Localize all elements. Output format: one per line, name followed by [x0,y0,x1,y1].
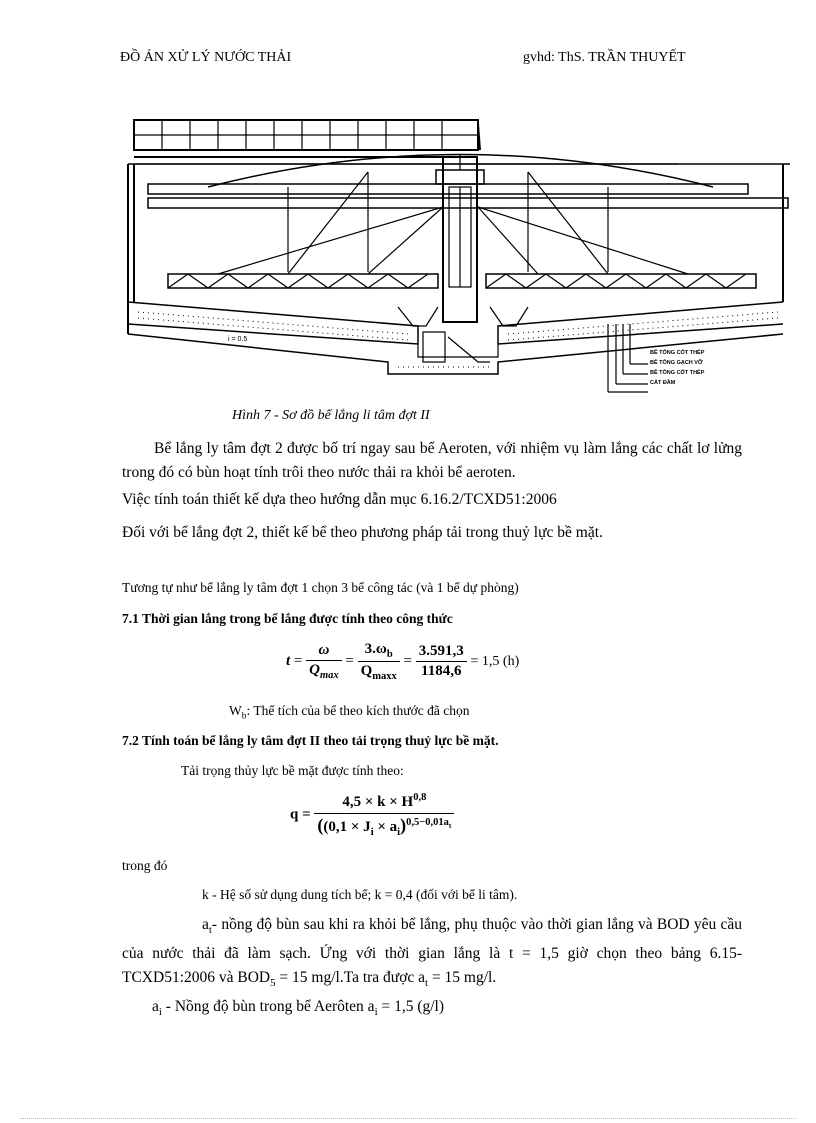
k-definition: k - Hệ số sử dụng dung tích bể; k = 0,4 (đối với bể li tâm). [202,887,518,902]
paragraph-method: Đối với bể lắng đợt 2, thiết kế bể theo phương pháp tải trong thuỷ lực bề mặt. [122,524,603,541]
volume-note: $W_b$: Thể tích của bể theo kích thước đã chọn [229,703,470,722]
paragraph-design-basis: Việc tính toán thiết kế dựa theo hướng dẫn mục 6.16.2/TCXD51:2006 [122,491,557,508]
section-7-2-intro: Tải trọng thủy lực bề mặt được tính theo: [181,763,404,778]
paragraph-purpose: Bể lắng ly tâm đợt 2 được bố trí ngay sau bể Aeroten, với nhiệm vụ làm lắng các chất lơ lửng trong đó có bùn hoạt tính trôi theo nước thải ra khỏi bể aeroten. [122,440,742,481]
figure-caption: Hình 7 - Sơ đồ bể lắng li tâm đợt II [232,408,430,423]
section-7-2-heading: 7.2 Tính toán bể lắng ly tâm đợt II theo tải trọng thuỷ lực bề mặt. [122,733,499,748]
paragraph-tank-count: Tương tự như bể lắng ly tâm đợt 1 chọn 3 bể công tác (và 1 bể dự phòng) [122,580,519,595]
ai-definition: $a_i$ - Nồng độ bùn trong bể Aerôten $a_i = 1,5$ (g/l) [152,998,445,1019]
section-7-1-heading: 7.1 Thời gian lắng trong bể lắng được tính theo công thức [122,611,453,626]
where-label: trong đó [122,858,168,873]
hydraulic-load-equation: q = $\frac{4,5 \times k \times H^{0,8}}{((0,1 \times J_i \times a_i)^{0,5-0,01a_t}}$ [290,792,454,838]
slope-label: i = 0.5 [228,336,248,343]
sedimentation-tank-diagram [118,112,705,402]
header-title: ĐỒ ÁN XỬ LÝ NƯỚC THẢI [120,50,292,65]
label-brick-concrete: BÊ TÔNG GẠCH VỠ [650,360,703,366]
settling-time-equation: t = $\frac{\omega}{Q_{max}}$ = $\frac{3.\omega_b}{Q_{maxx}}$ = $\frac{3.591,3}{1184,6}$ = 1,5 (h) [286,641,520,682]
at-definition: $a_t-$ nồng độ bùn sau khi ra khỏi bể lắng, phụ thuộc vào thời gian lắng và BOD yêu cầu của nước thải đã làm sạch. Ứng với thời gian lắng là t = 1,5 giờ chọn theo bảng 6.15- TCXD51:2006 và $BOD_5 = 15$ mg/l.Ta tra được $a_t = 15$ mg/l. [122,916,742,990]
label-reinforced-concrete-1: BÊ TÔNG CỐT THÉP [650,350,705,356]
header-advisor: gvhd: ThS. TRẦN THUYẾT [523,50,686,65]
label-reinforced-concrete-2: BÊ TÔNG CỐT THÉP [650,370,705,376]
label-compacted-sand: CÁT ĐẦM [650,380,676,386]
page-bottom-divider [20,1118,796,1119]
